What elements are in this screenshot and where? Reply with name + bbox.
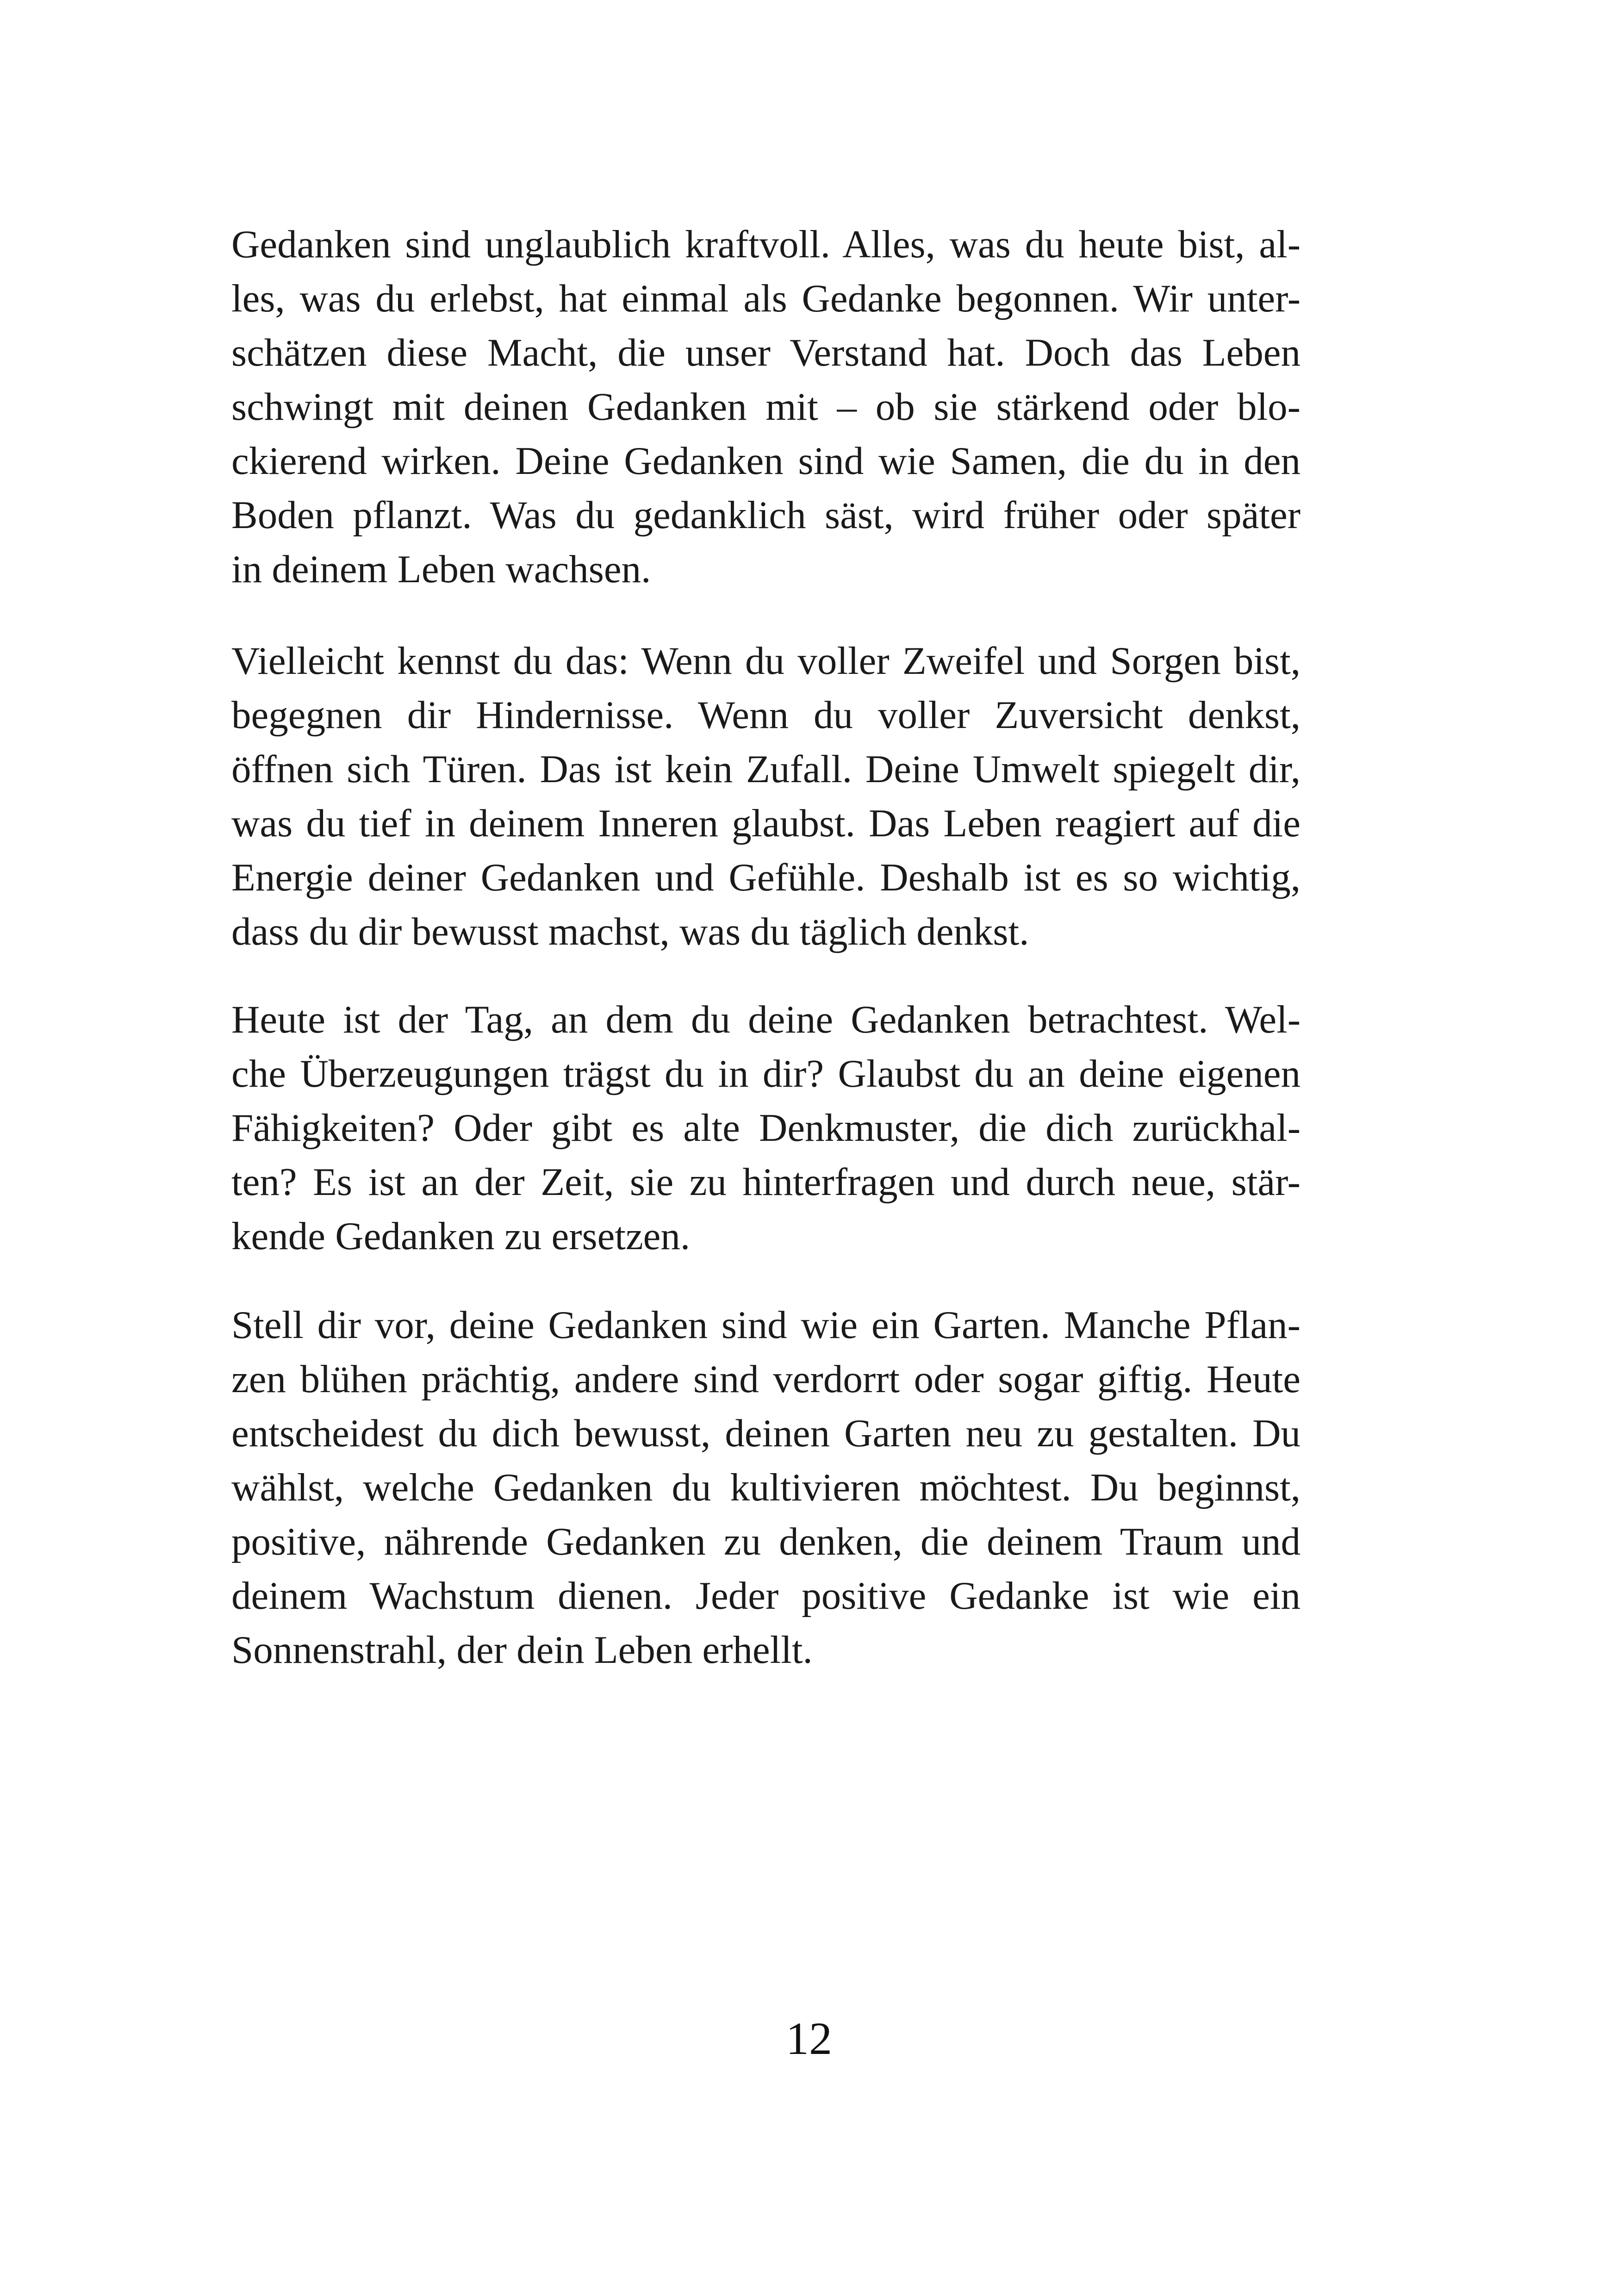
text-line: in deinem Leben wachsen. <box>231 548 651 591</box>
text-line: entscheidest du dich bewusst, deinen Garten neu zu gestalten. Du <box>231 1412 1301 1455</box>
text-line: was du tief in deinem Inneren glaubst. Das Leben reagiert auf die <box>231 802 1301 845</box>
paragraph-3 <box>231 993 1301 1263</box>
text-line: Energie deiner Gedanken und Gefühle. Deshalb ist es so wichtig, <box>231 856 1301 899</box>
text-line: schätzen diese Macht, die unser Verstand hat. Doch das Leben <box>231 331 1301 374</box>
paragraph-2 <box>231 634 1301 959</box>
paragraph-1 <box>231 218 1301 597</box>
text-line: ckierend wirken. Deine Gedanken sind wie Samen, die du in den <box>231 439 1301 483</box>
paragraph-4 <box>231 1298 1301 1677</box>
text-line: Fähigkeiten? Oder gibt es alte Denkmuster, die dich zurückhal- <box>231 1106 1301 1150</box>
text-line: Gedanken sind unglaublich kraftvoll. Alles, was du heute bist, al- <box>231 223 1301 266</box>
text-line: che Überzeugungen trägst du in dir? Glaubst du an deine eigenen <box>231 1052 1301 1095</box>
text-line: les, was du erlebst, hat einmal als Gedanke begonnen. Wir unter- <box>231 277 1301 320</box>
page-number: 12 <box>786 2013 832 2064</box>
text-line: Vielleicht kennst du das: Wenn du voller Zweifel und Sorgen bist, <box>231 639 1301 683</box>
text-line: zen blühen prächtig, andere sind verdorrt oder sogar giftig. Heute <box>231 1357 1301 1401</box>
text-line: deinem Wachstum dienen. Jeder positive Gedanke ist wie ein <box>231 1574 1301 1618</box>
text-line: kende Gedanken zu ersetzen. <box>231 1214 691 1258</box>
text-line: öffnen sich Türen. Das ist kein Zufall. Deine Umwelt spiegelt dir, <box>231 747 1301 791</box>
text-line: dass du dir bewusst machst, was du täglich denkst. <box>231 910 1029 953</box>
text-line: wählst, welche Gedanken du kultivieren möchtest. Du beginnst, <box>231 1466 1301 1509</box>
text-line: positive, nährende Gedanken zu denken, die deinem Traum und <box>231 1520 1301 1563</box>
text-line: Heute ist der Tag, an dem du deine Gedanken betrachtest. Wel- <box>231 998 1301 1041</box>
text-line: schwingt mit deinen Gedanken mit – ob sie stärkend oder blo- <box>231 385 1301 429</box>
text-line: Boden pflanzt. Was du gedanklich säst, wird früher oder später <box>231 493 1301 537</box>
text-line: begegnen dir Hindernisse. Wenn du voller Zuversicht denkst, <box>231 693 1301 737</box>
text-line: Stell dir vor, deine Gedanken sind wie ein Garten. Manche Pflan- <box>231 1303 1301 1347</box>
text-line: ten? Es ist an der Zeit, sie zu hinterfragen und durch neue, stär- <box>231 1160 1301 1204</box>
text-line: Sonnenstrahl, der dein Leben erhellt. <box>231 1628 813 1672</box>
